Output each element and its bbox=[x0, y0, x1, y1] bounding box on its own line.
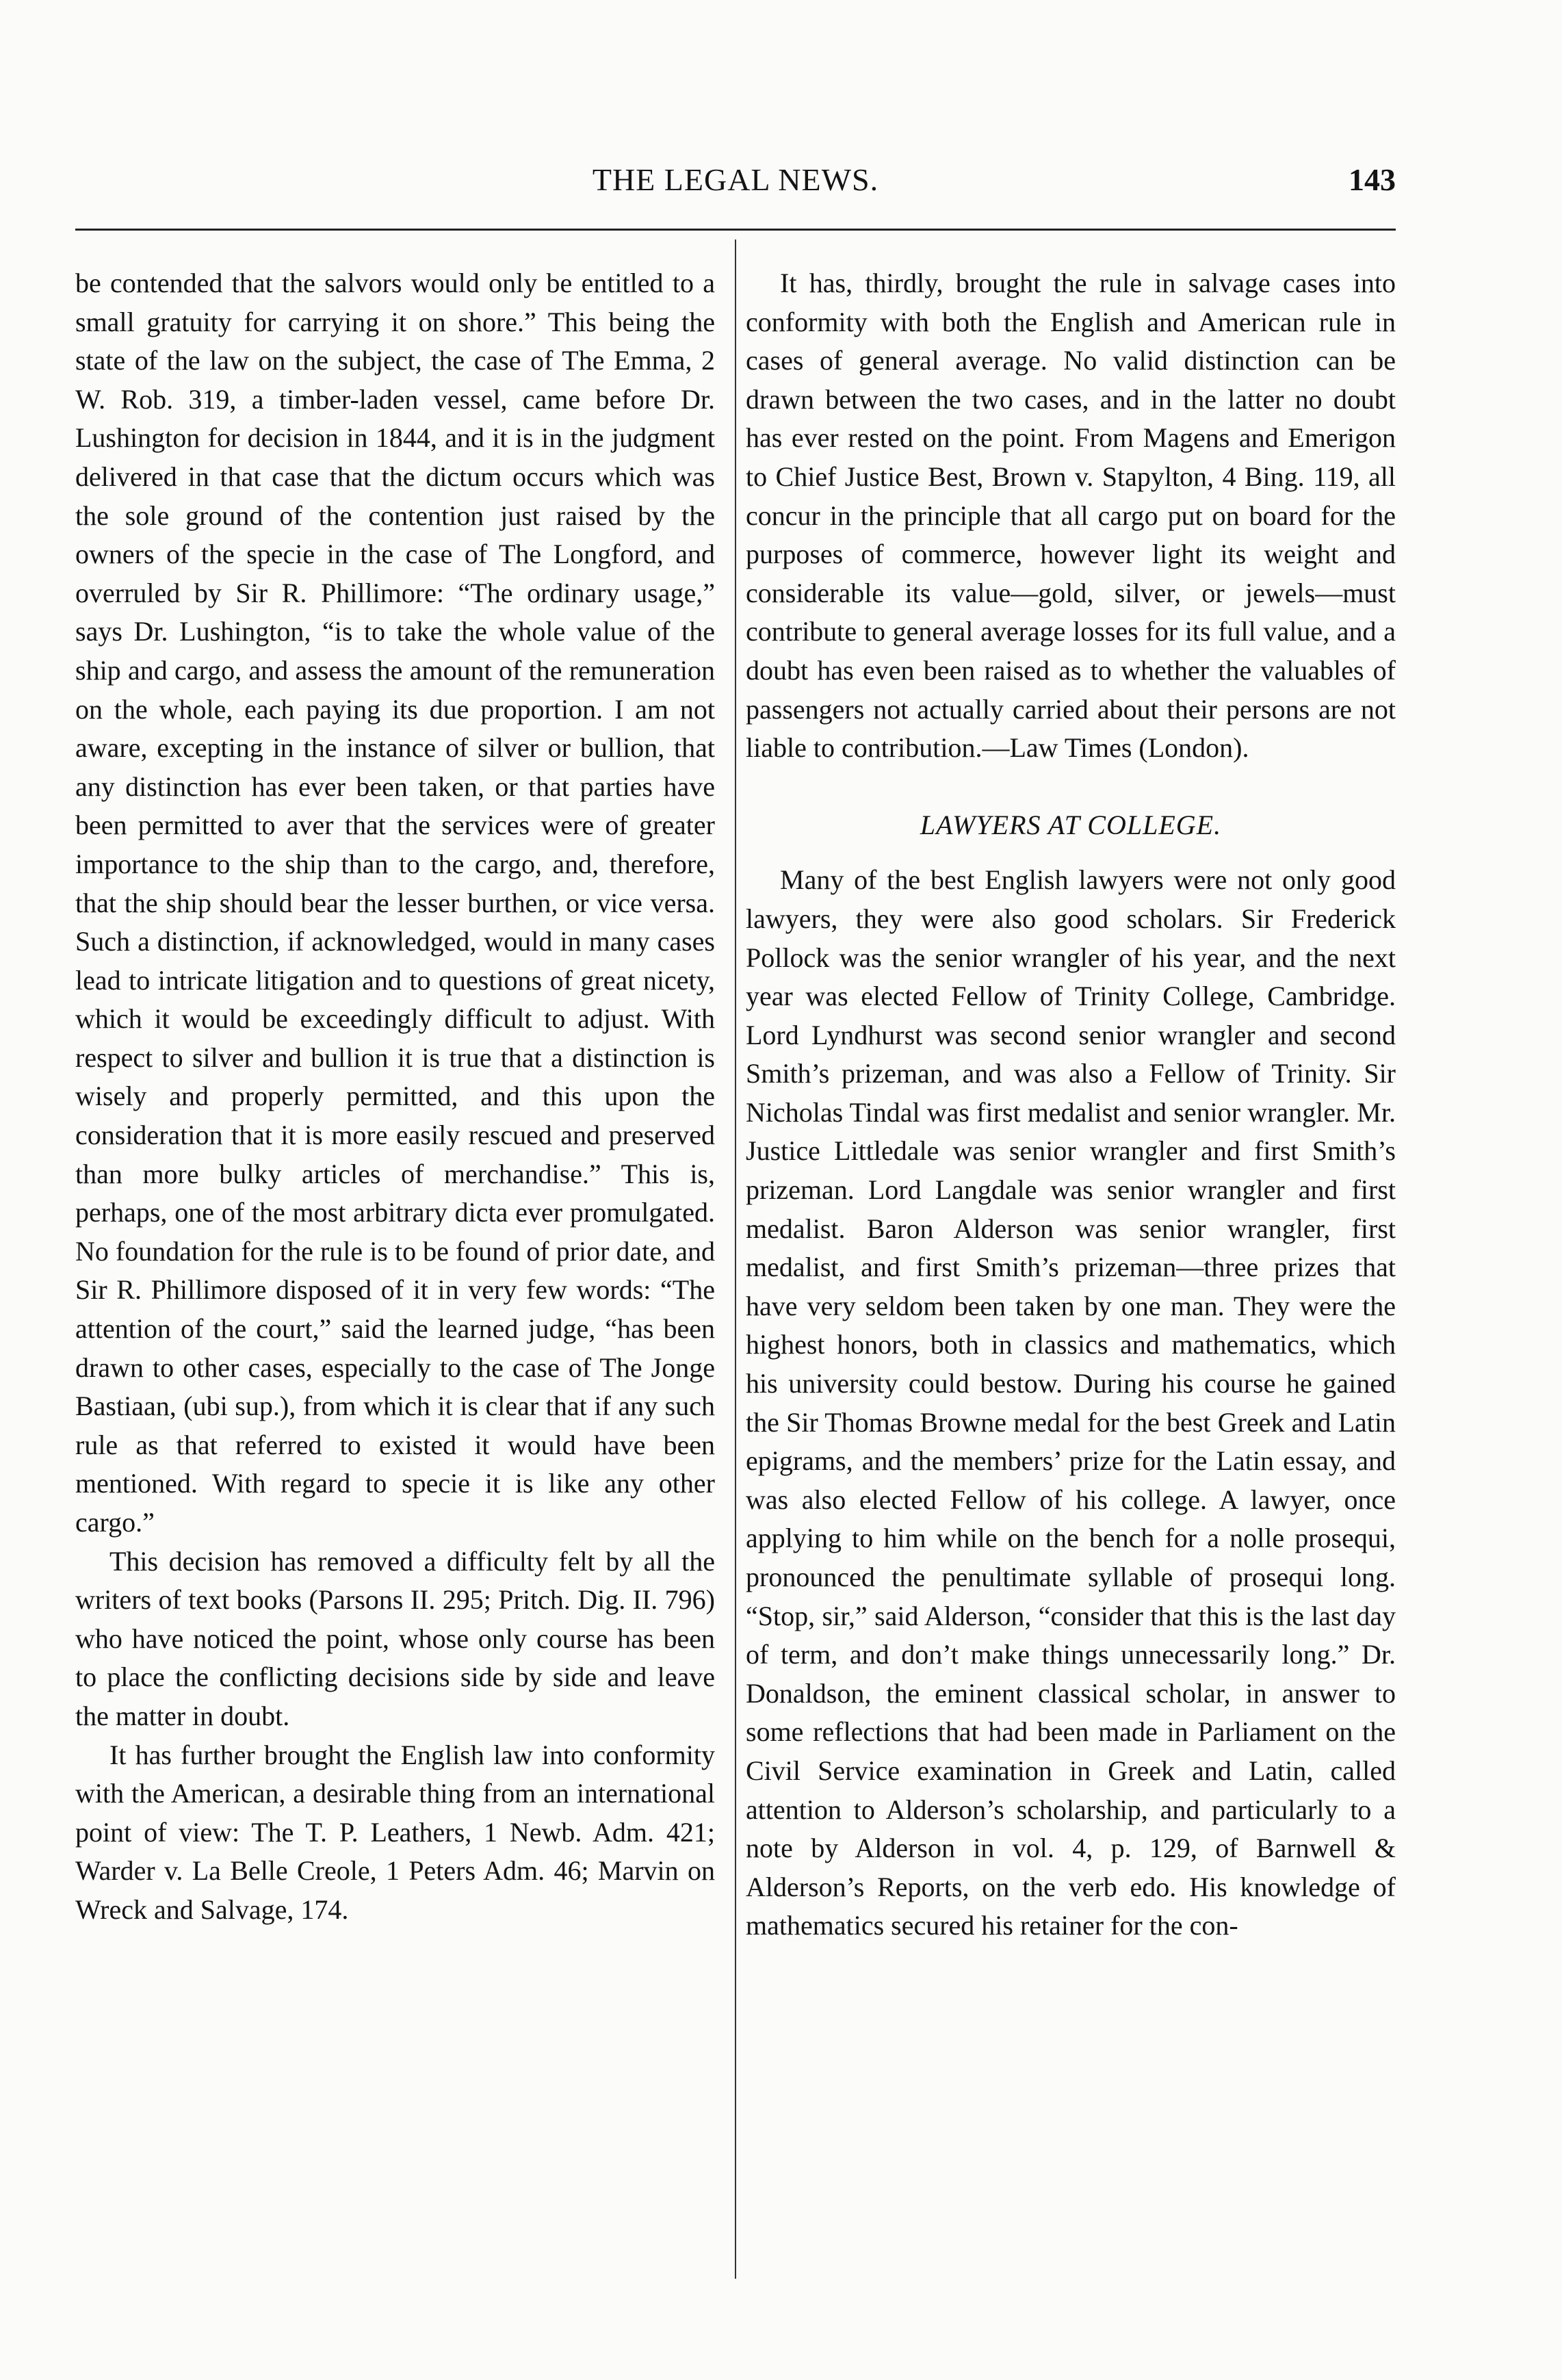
page-number: 143 bbox=[1349, 162, 1396, 197]
column-divider bbox=[735, 240, 736, 2279]
header-rule bbox=[75, 229, 1396, 231]
section-heading: LAWYERS AT COLLEGE. bbox=[920, 809, 1222, 840]
right-column bbox=[746, 264, 1396, 1945]
left-column bbox=[75, 264, 715, 1930]
paragraph: This decision has removed a difficulty felt by all the writers of text books (Parsons II. 295; Pritch. Dig. II. 796) who have noticed the point, whose only course has been to place the conflicting decisions side by side and leave the matter in doubt. bbox=[75, 1545, 715, 1731]
page-header bbox=[75, 161, 1396, 209]
running-title: THE LEGAL NEWS. bbox=[592, 162, 879, 197]
paragraph: Many of the best English lawyers were not only good lawyers, they were also good scholars. Sir Frederick Pollock was the senior wrangler of his year, and the next year was elected Fellow of Trinity College, Cambridge. Lord Lyndhurst was second senior wrangler and second Smith’s prizeman, and was also a Fellow of Trinity. Sir Nicholas Tindal was first medalist and senior wrangler. Mr. Justice Littledale was senior wrangler and first Smith’s prizeman. Lord Langdale was senior wrangler and first medalist. Baron Alderson was senior wrangler, first medalist, and first Smith’s prizeman—three prizes that have very seldom been taken by one man. They were the highest honors, both in classics and mathematics, which his university could bestow. During his course he gained the Sir Thomas Browne medal for the best Greek and Latin epigrams, and the members’ prize for the Latin essay, and was also elected Fellow of his college. A lawyer, once applying to him while on the bench for a nolle prosequi, pronounced the penultimate syllable of prosequi long. “Stop, sir,” said Alderson, “consider that this is the last day of term, and don’t make things unnecessarily long.” Dr. Donaldson, the eminent classical scholar, in answer to some reflections that had been made in Parliament on the Civil Service examination in Greek and Latin, called attention to Alderson’s scholarship, and particularly to a note by Alderson in vol. 4, p. 129, of Barnwell & Alderson’s Reports, on the verb edo. His knowledge of mathematics secured his retainer for the con- bbox=[746, 864, 1396, 1941]
paragraph: be contended that the salvors would only be entitled to a small gratuity for carrying it on shore.” This being the state of the law on the subject, the case of The Emma, 2 W. Rob. 319, a timber-laden vessel, came before Dr. Lushington for decision in 1844, and it is in the judgment delivered in that case that the dictum occurs which was the sole ground of the contention just raised by the owners of the specie in the case of The Longford, and overruled by Sir R. Phillimore: “The ordinary usage,” says Dr. Lushington, “is to take the whole value of the ship and cargo, and assess the amount of the remuneration on the whole, each paying its due proportion. I am not aware, excepting in the instance of silver or bullion, that any distinction has ever been taken, or that parties have been permitted to aver that the services were of greater importance to the ship than to the cargo, and, therefore, that the ship should bear the lesser burthen, or vice versa. Such a distinction, if acknowledged, would in many cases lead to intricate litigation and to questions of great nicety, which it would be exceedingly difficult to adjust. With respect to silver and bullion it is true that a distinction is wisely and properly permitted, and this upon the consideration that it is more easily rescued and preserved than more bulky articles of merchandise.” This is, perhaps, one of the most arbitrary dicta ever promulgated. No foundation for the rule is to be found of prior date, and Sir R. Phillimore disposed of it in very few words: “The attention of the court,” said the learned judge, “has been drawn to other cases, especially to the case of The Jonge Bastiaan, (ubi sup.), from which it is clear that if any such rule as that referred to existed it would have been mentioned. With regard to specie it is like any other cargo.” bbox=[75, 268, 715, 1538]
paragraph: It has further brought the English law into conformity with the American, a desirable thing from an international point of view: The T. P. Leathers, 1 Newb. Adm. 421; Warder v. La Belle Creole, 1 Peters Adm. 46; Marvin on Wreck and Salvage, 174. bbox=[75, 1739, 715, 1925]
paragraph: It has, thirdly, brought the rule in salvage cases into conformity with both the English and American rule in cases of general average. No valid distinction can be drawn between the two cases, and in the latter no doubt has ever rested on the point. From Magens and Emerigon to Chief Justice Best, Brown v. Stapylton, 4 Bing. 119, all concur in the principle that all cargo put on board for the purposes of commerce, however light its weight and considerable its value—gold, silver, or jewels—must contribute to general average losses for its full value, and a doubt has even been raised as to whether the valuables of passengers not actually carried about their persons are not liable to contribution.—Law Times (London). bbox=[746, 268, 1396, 764]
